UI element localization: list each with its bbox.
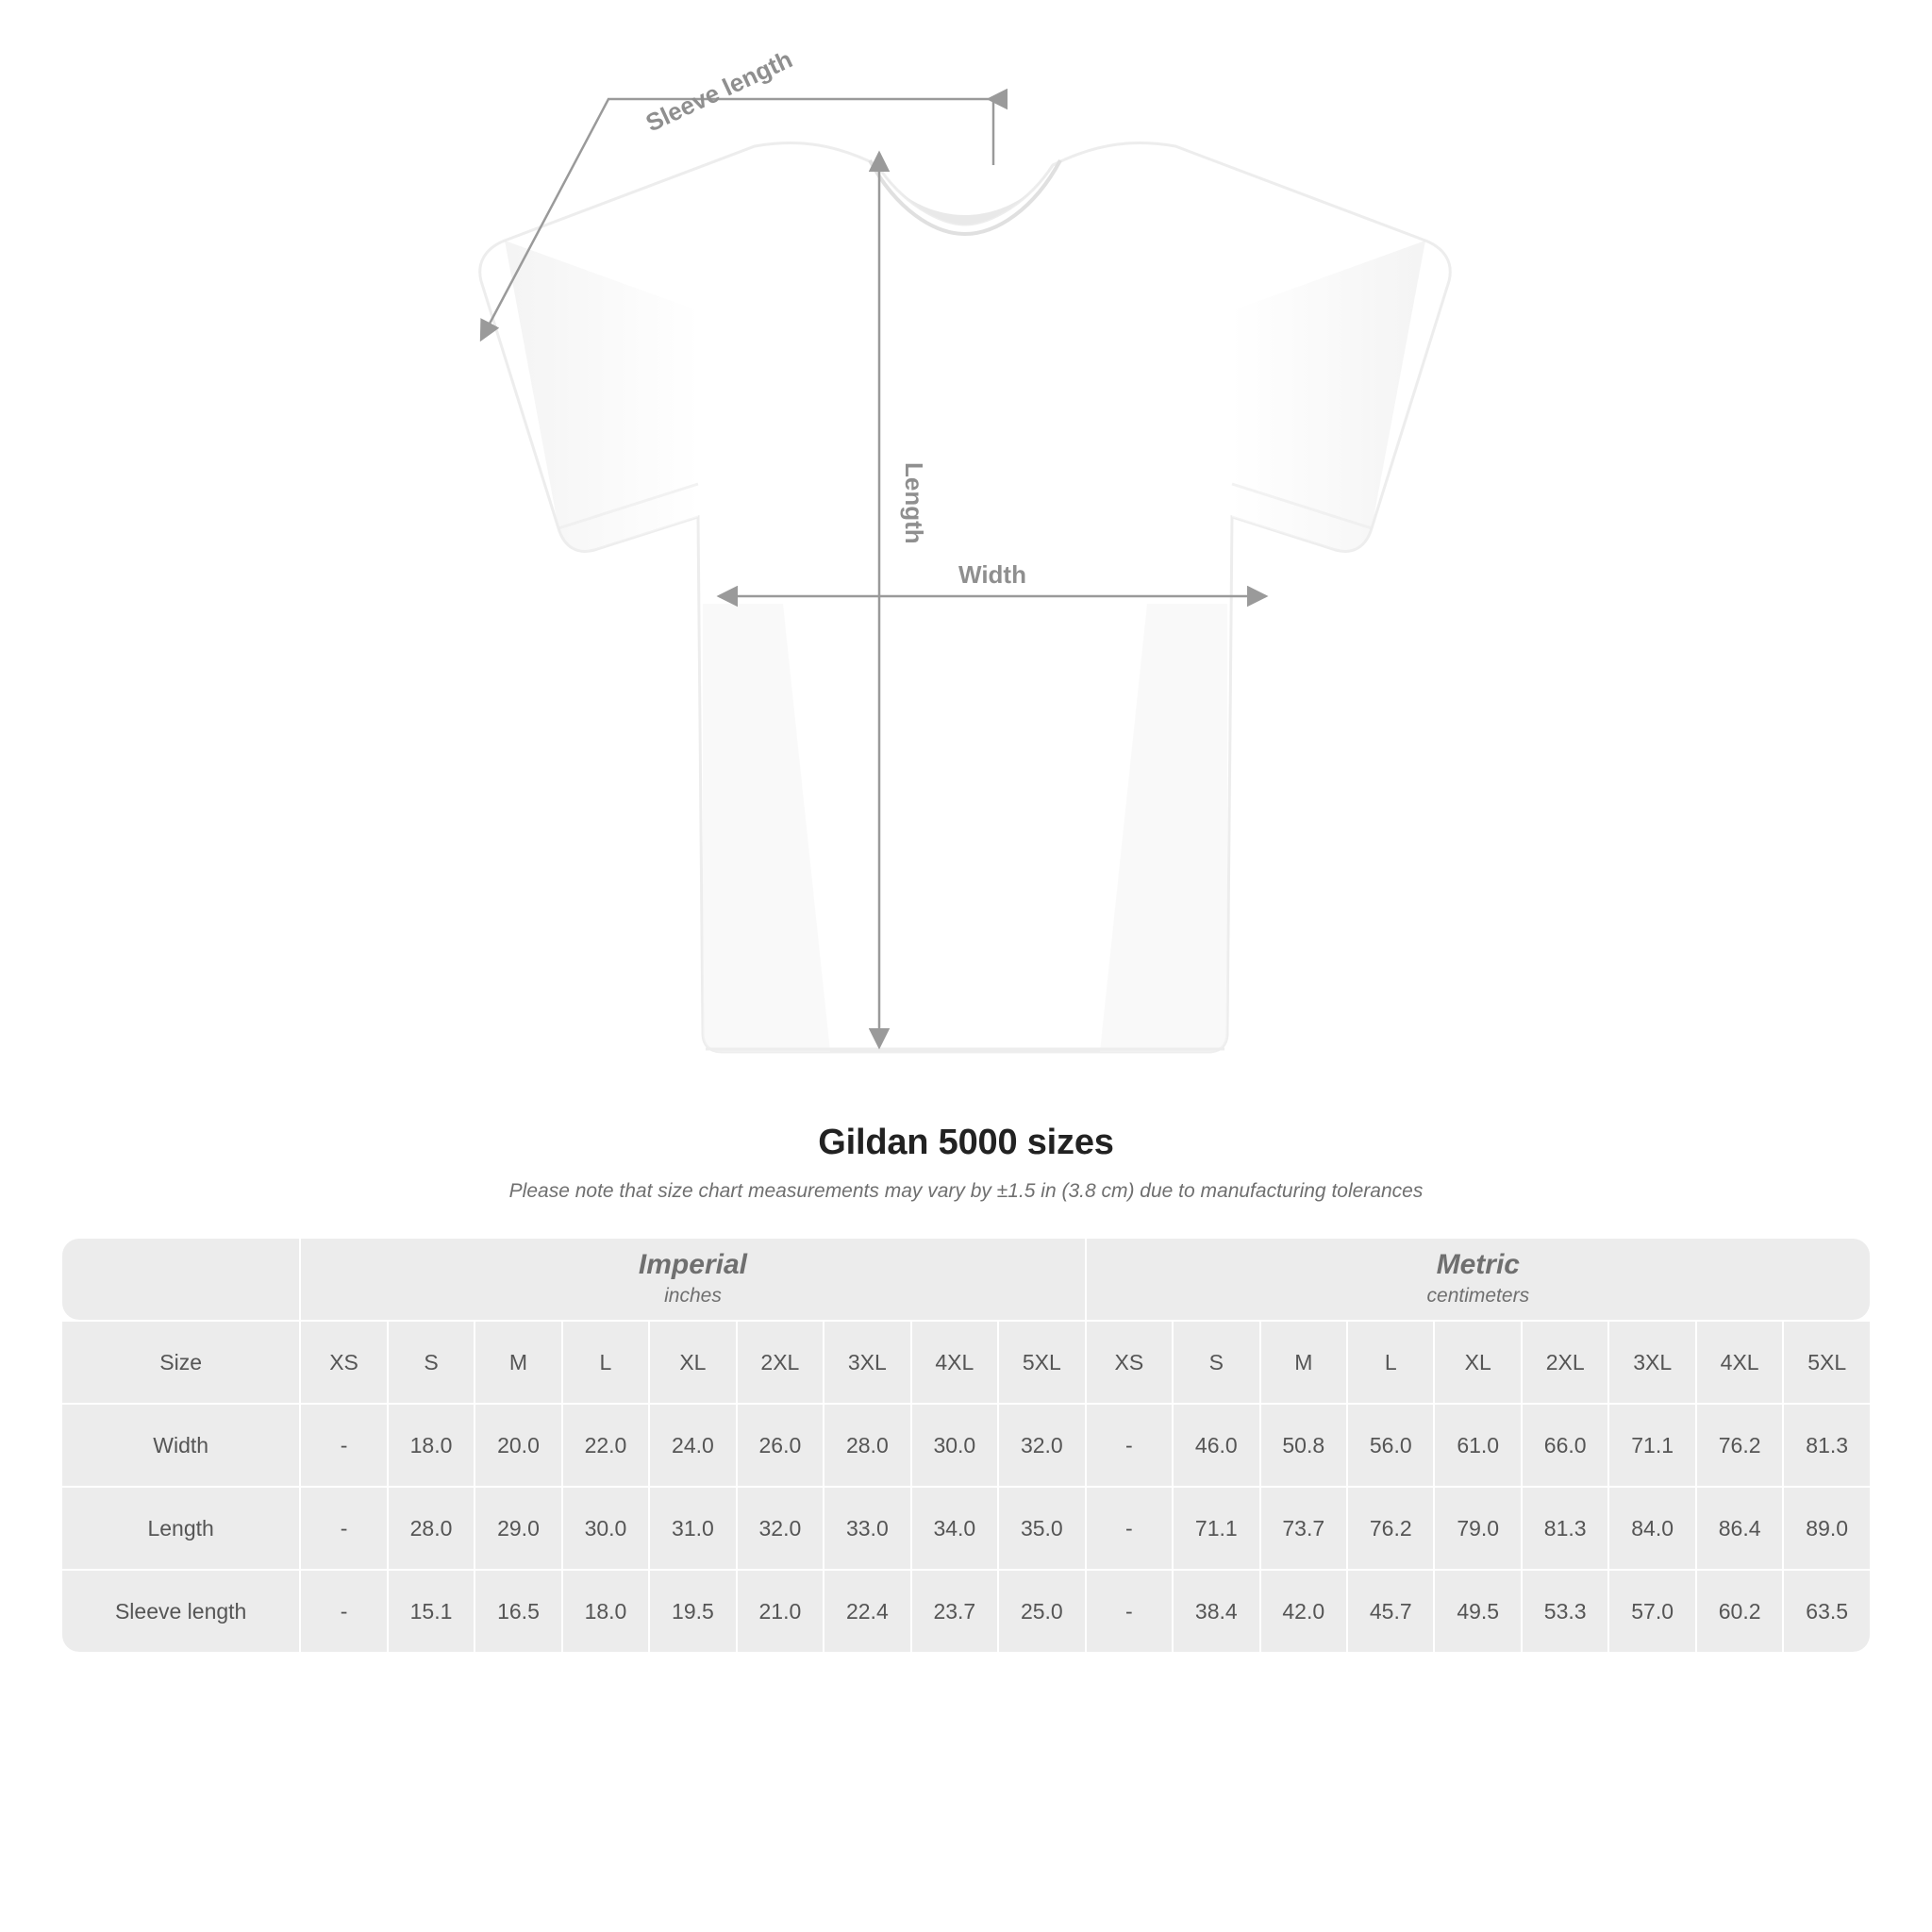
cell-width-metric-3xl: 71.1 (1609, 1405, 1694, 1486)
cell-sleeve-imperial-3xl: 22.4 (824, 1571, 909, 1652)
cell-length-metric-xl: 79.0 (1435, 1488, 1520, 1569)
cell-sleeve-metric-5xl: 63.5 (1784, 1571, 1870, 1652)
size-header-metric-l: L (1348, 1322, 1433, 1403)
size-header-metric-m: M (1261, 1322, 1346, 1403)
cell-length-imperial-xs: - (301, 1488, 386, 1569)
cell-length-metric-5xl: 89.0 (1784, 1488, 1870, 1569)
cell-sleeve-metric-l: 45.7 (1348, 1571, 1433, 1652)
size-header-row (62, 1322, 1870, 1403)
cell-width-imperial-5xl: 32.0 (999, 1405, 1085, 1486)
size-header-imperial-s: S (389, 1322, 474, 1403)
cell-length-metric-l: 76.2 (1348, 1488, 1433, 1569)
row-label-length: Length (62, 1488, 299, 1569)
cell-sleeve-imperial-l: 18.0 (563, 1571, 648, 1652)
table-row (62, 1571, 1870, 1652)
unit-imperial-name: Imperial (638, 1249, 747, 1281)
size-header-imperial-3xl: 3XL (824, 1322, 909, 1403)
cell-sleeve-imperial-m: 16.5 (475, 1571, 560, 1652)
cell-width-metric-xs: - (1087, 1405, 1172, 1486)
unit-imperial-sub: inches (664, 1285, 722, 1307)
table-row (62, 1405, 1870, 1486)
size-header-imperial-xs: XS (301, 1322, 386, 1403)
cell-width-imperial-4xl: 30.0 (912, 1405, 997, 1486)
cell-width-metric-2xl: 66.0 (1523, 1405, 1607, 1486)
cell-length-imperial-2xl: 32.0 (738, 1488, 823, 1569)
page-title: Gildan 5000 sizes (818, 1123, 1114, 1162)
row-label-sleeve-length: Sleeve length (62, 1571, 299, 1652)
tolerance-note: Please note that size chart measurements may vary by ±1.5 in (3.8 cm) due to manufacturing tolerances (508, 1180, 1424, 1202)
cell-sleeve-imperial-xl: 19.5 (650, 1571, 735, 1652)
cell-width-imperial-s: 18.0 (389, 1405, 474, 1486)
cell-width-metric-l: 56.0 (1348, 1405, 1433, 1486)
size-header-imperial-m: M (475, 1322, 560, 1403)
size-header-metric-5xl: 5XL (1784, 1322, 1870, 1403)
cell-sleeve-imperial-4xl: 23.7 (912, 1571, 997, 1652)
cell-sleeve-metric-s: 38.4 (1174, 1571, 1258, 1652)
cell-width-imperial-l: 22.0 (563, 1405, 648, 1486)
cell-length-metric-m: 73.7 (1261, 1488, 1346, 1569)
cell-length-imperial-5xl: 35.0 (999, 1488, 1085, 1569)
cell-width-imperial-xs: - (301, 1405, 386, 1486)
unit-header-row (62, 1239, 1870, 1320)
cell-sleeve-imperial-s: 15.1 (389, 1571, 474, 1652)
size-header-metric-xl: XL (1435, 1322, 1520, 1403)
cell-length-imperial-xl: 31.0 (650, 1488, 735, 1569)
cell-width-imperial-m: 20.0 (475, 1405, 560, 1486)
cell-length-metric-2xl: 81.3 (1523, 1488, 1607, 1569)
cell-length-imperial-s: 28.0 (389, 1488, 474, 1569)
unit-metric-sub: centimeters (1426, 1285, 1530, 1307)
cell-sleeve-metric-m: 42.0 (1261, 1571, 1346, 1652)
width-label: Width (958, 560, 1026, 589)
size-table (60, 1237, 1872, 1654)
size-header-metric-4xl: 4XL (1697, 1322, 1782, 1403)
sleeve-length-label: Sleeve length (641, 44, 797, 138)
cell-sleeve-metric-xs: - (1087, 1571, 1172, 1652)
cell-width-imperial-2xl: 26.0 (738, 1405, 823, 1486)
size-header-metric-xs: XS (1087, 1322, 1172, 1403)
size-header-imperial-l: L (563, 1322, 648, 1403)
cell-width-metric-4xl: 76.2 (1697, 1405, 1782, 1486)
cell-width-imperial-xl: 24.0 (650, 1405, 735, 1486)
unit-header-imperial (301, 1239, 1084, 1320)
unit-header-blank (62, 1239, 299, 1320)
tshirt-shape (480, 143, 1451, 1052)
cell-length-metric-3xl: 84.0 (1609, 1488, 1694, 1569)
row-label-width: Width (62, 1405, 299, 1486)
cell-width-metric-s: 46.0 (1174, 1405, 1258, 1486)
length-label: Length (900, 462, 928, 544)
cell-length-metric-s: 71.1 (1174, 1488, 1258, 1569)
size-table-wrapper (60, 1237, 1872, 1654)
cell-sleeve-imperial-xs: - (301, 1571, 386, 1652)
table-row (62, 1488, 1870, 1569)
size-header-metric-s: S (1174, 1322, 1258, 1403)
cell-width-metric-xl: 61.0 (1435, 1405, 1520, 1486)
cell-length-imperial-4xl: 34.0 (912, 1488, 997, 1569)
cell-sleeve-imperial-2xl: 21.0 (738, 1571, 823, 1652)
size-header-label: Size (62, 1322, 299, 1403)
cell-length-metric-xs: - (1087, 1488, 1172, 1569)
size-header-metric-2xl: 2XL (1523, 1322, 1607, 1403)
size-header-metric-3xl: 3XL (1609, 1322, 1694, 1403)
cell-width-imperial-3xl: 28.0 (824, 1405, 909, 1486)
cell-length-imperial-l: 30.0 (563, 1488, 648, 1569)
cell-length-imperial-3xl: 33.0 (824, 1488, 909, 1569)
size-header-imperial-4xl: 4XL (912, 1322, 997, 1403)
cell-sleeve-metric-3xl: 57.0 (1609, 1571, 1694, 1652)
cell-sleeve-metric-2xl: 53.3 (1523, 1571, 1607, 1652)
size-header-imperial-2xl: 2XL (738, 1322, 823, 1403)
cell-length-metric-4xl: 86.4 (1697, 1488, 1782, 1569)
cell-sleeve-imperial-5xl: 25.0 (999, 1571, 1085, 1652)
size-header-imperial-5xl: 5XL (999, 1322, 1085, 1403)
cell-sleeve-metric-4xl: 60.2 (1697, 1571, 1782, 1652)
cell-width-metric-5xl: 81.3 (1784, 1405, 1870, 1486)
cell-width-metric-m: 50.8 (1261, 1405, 1346, 1486)
unit-header-metric (1087, 1239, 1870, 1320)
unit-metric-name: Metric (1436, 1249, 1520, 1281)
cell-sleeve-metric-xl: 49.5 (1435, 1571, 1520, 1652)
size-header-imperial-xl: XL (650, 1322, 735, 1403)
cell-length-imperial-m: 29.0 (475, 1488, 560, 1569)
